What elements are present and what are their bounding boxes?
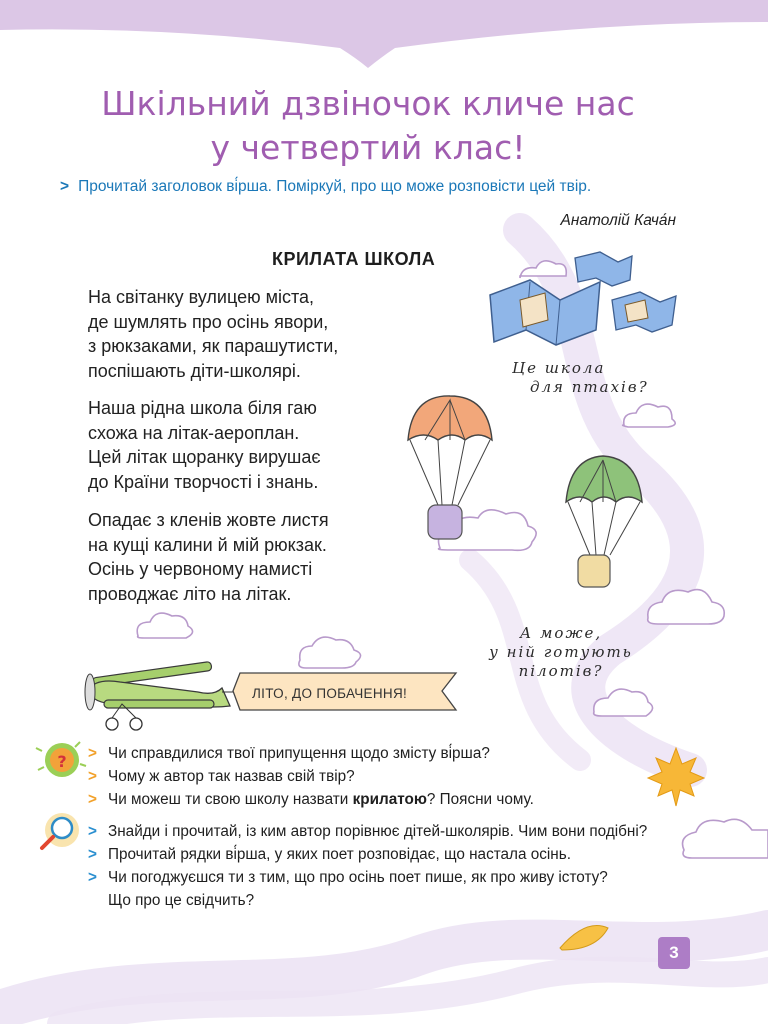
poem-line: проводжає літо на літак. xyxy=(88,583,292,604)
poem-line: Осінь у червоному намисті xyxy=(88,559,313,579)
magnifier-icon xyxy=(42,813,79,848)
chevron-right-icon: > xyxy=(88,846,97,863)
biplane-illustration xyxy=(85,661,240,730)
poem-line: Цей літак щоранку вирушає xyxy=(88,447,321,467)
svg-text:?: ? xyxy=(57,752,67,771)
small-leaf-icon xyxy=(560,926,608,951)
parachute-green-illustration xyxy=(566,456,642,587)
page-title-line-2: у четвертий клас! xyxy=(210,128,526,167)
poem-author: Анатолій Кача́н xyxy=(560,212,676,229)
poem-line: Наша рідна школа біля гаю xyxy=(88,398,317,418)
plane-sign-text: ЛІТО, ДО ПОБАЧЕННЯ! xyxy=(252,686,408,701)
intro-task-text: Прочитай заголовок ві́рша. Поміркуй, про що може розповісти цей твір. xyxy=(78,178,592,195)
poem-line: Опадає з кленів жовте листя xyxy=(88,510,329,530)
chevron-right-icon: > xyxy=(60,178,70,195)
question-icon xyxy=(36,742,86,777)
poem-line: схожа на літак-аероплан. xyxy=(88,422,300,443)
poem-line: з рюкзаками, як парашутисти, xyxy=(88,336,339,356)
flying-books-illustration xyxy=(490,252,676,345)
poem-title: КРИЛАТА ШКОЛА xyxy=(272,249,436,269)
note-birds: Це школа для птахів? xyxy=(512,359,649,396)
chevron-right-icon: > xyxy=(88,768,97,785)
chevron-right-icon: > xyxy=(88,823,97,840)
poem-line: до Країни творчості і знань. xyxy=(88,471,319,492)
chevron-right-icon: > xyxy=(88,745,97,762)
chevron-right-icon: > xyxy=(88,791,97,808)
poem-line: На світанку вулицею міста, xyxy=(88,287,315,307)
poem-line: на кущі калини й мій рюкзак. xyxy=(88,534,327,555)
page-number: 3 xyxy=(658,937,690,969)
note-pilots: А може, у ній готують пілотів? xyxy=(489,624,633,680)
bold-word: крилатою xyxy=(352,791,427,808)
chevron-right-icon: > xyxy=(88,869,97,886)
poem-line: поспішають діти-школярі. xyxy=(88,360,301,381)
poem-line: де шумлять про осінь явори, xyxy=(88,311,329,332)
maple-leaf-icon xyxy=(648,748,704,806)
page-title-line-1: Шкільний дзвіночок кличе нас xyxy=(101,84,635,123)
